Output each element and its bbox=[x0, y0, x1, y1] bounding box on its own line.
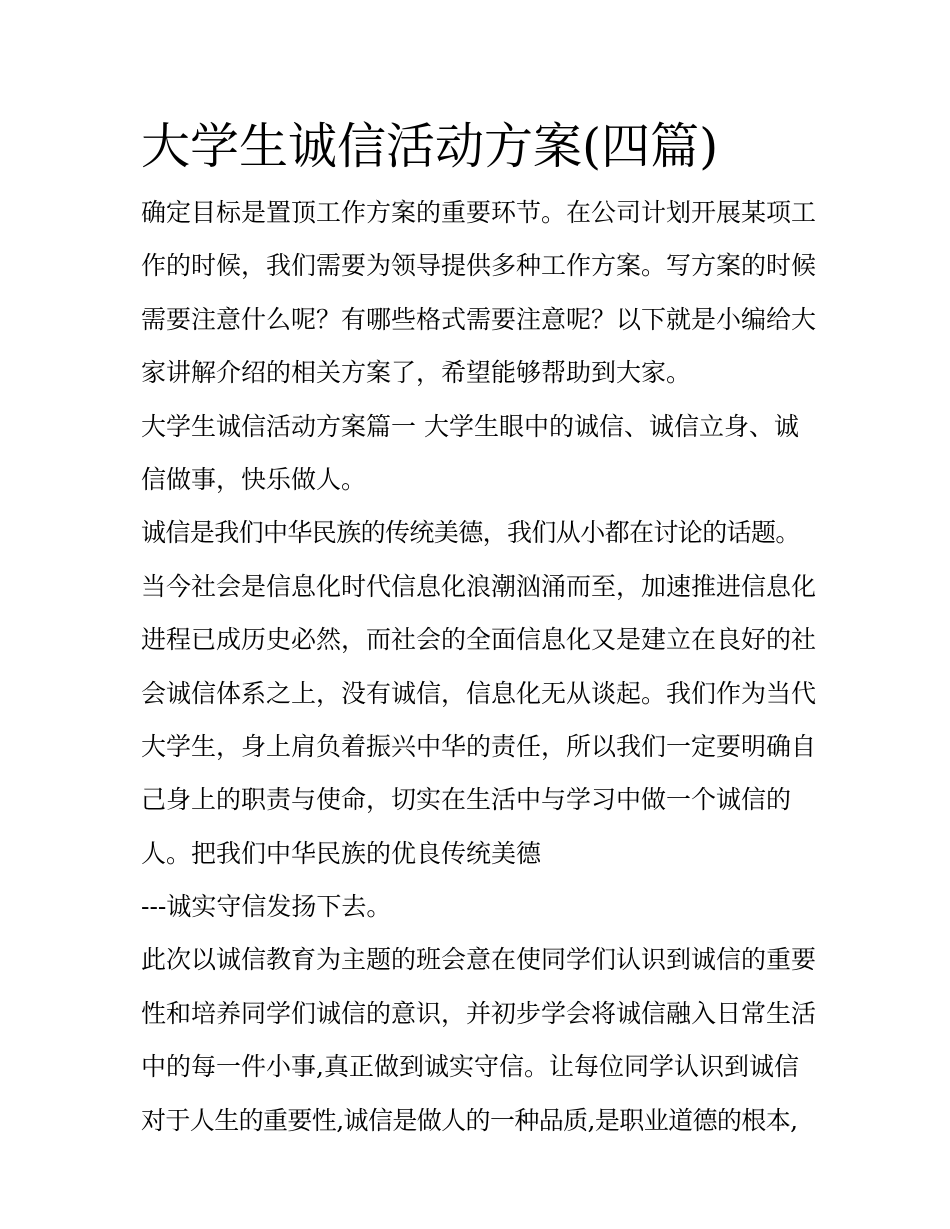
text-line: 进程已成历史必然，而社会的全面信息化又是建立在良好的社 bbox=[141, 625, 817, 655]
text-line: 人。把我们中华民族的优良传统美德 bbox=[141, 838, 542, 868]
text-line: 确定目标是置顶工作方案的重要环节。在公司计划开展某项工 bbox=[141, 198, 817, 227]
text-line: 性和培养同学们诚信的意识，并初步学会将诚信融入日常生活 bbox=[141, 998, 817, 1028]
text-line: 家讲解介绍的相关方案了，希望能够帮助到大家。 bbox=[141, 358, 692, 388]
text-line: 对于人生的重要性,诚信是做人的一种品质,是职业道德的根本, bbox=[141, 1105, 798, 1135]
document-body bbox=[141, 114, 821, 1161]
document-title: 大学生诚信活动方案(四篇) bbox=[141, 118, 719, 175]
text-line: 诚信是我们中华民族的传统美德，我们从小都在讨论的话题。 bbox=[141, 518, 800, 548]
text-line: 会诚信体系之上，没有诚信，信息化无从谈起。我们作为当代 bbox=[141, 678, 817, 708]
text-line: 大学生，身上肩负着振兴中华的责任，所以我们一定要明确自 bbox=[141, 731, 817, 761]
text-line: 需要注意什么呢？有哪些格式需要注意呢？以下就是小编给大 bbox=[141, 304, 817, 334]
text-line: ---诚实守信发扬下去。 bbox=[141, 892, 392, 922]
text-line: 己身上的职责与使命，切实在生活中与学习中做一个诚信的 bbox=[141, 785, 792, 815]
text-line: 中的每一件小事,真正做到诚实守信。让每位同学认识到诚信 bbox=[141, 1052, 799, 1082]
text-line: 大学生诚信活动方案篇一 大学生眼中的诚信、诚信立身、诚 bbox=[141, 411, 799, 441]
text-line: 此次以诚信教育为主题的班会意在使同学们认识到诚信的重要 bbox=[141, 945, 817, 975]
text-line: 信做事，快乐做人。 bbox=[141, 464, 367, 494]
text-line: 作的时候，我们需要为领导提供多种工作方案。写方案的时候 bbox=[141, 251, 817, 281]
text-line: 当今社会是信息化时代信息化浪潮汹涌而至，加速推进信息化 bbox=[141, 571, 817, 601]
